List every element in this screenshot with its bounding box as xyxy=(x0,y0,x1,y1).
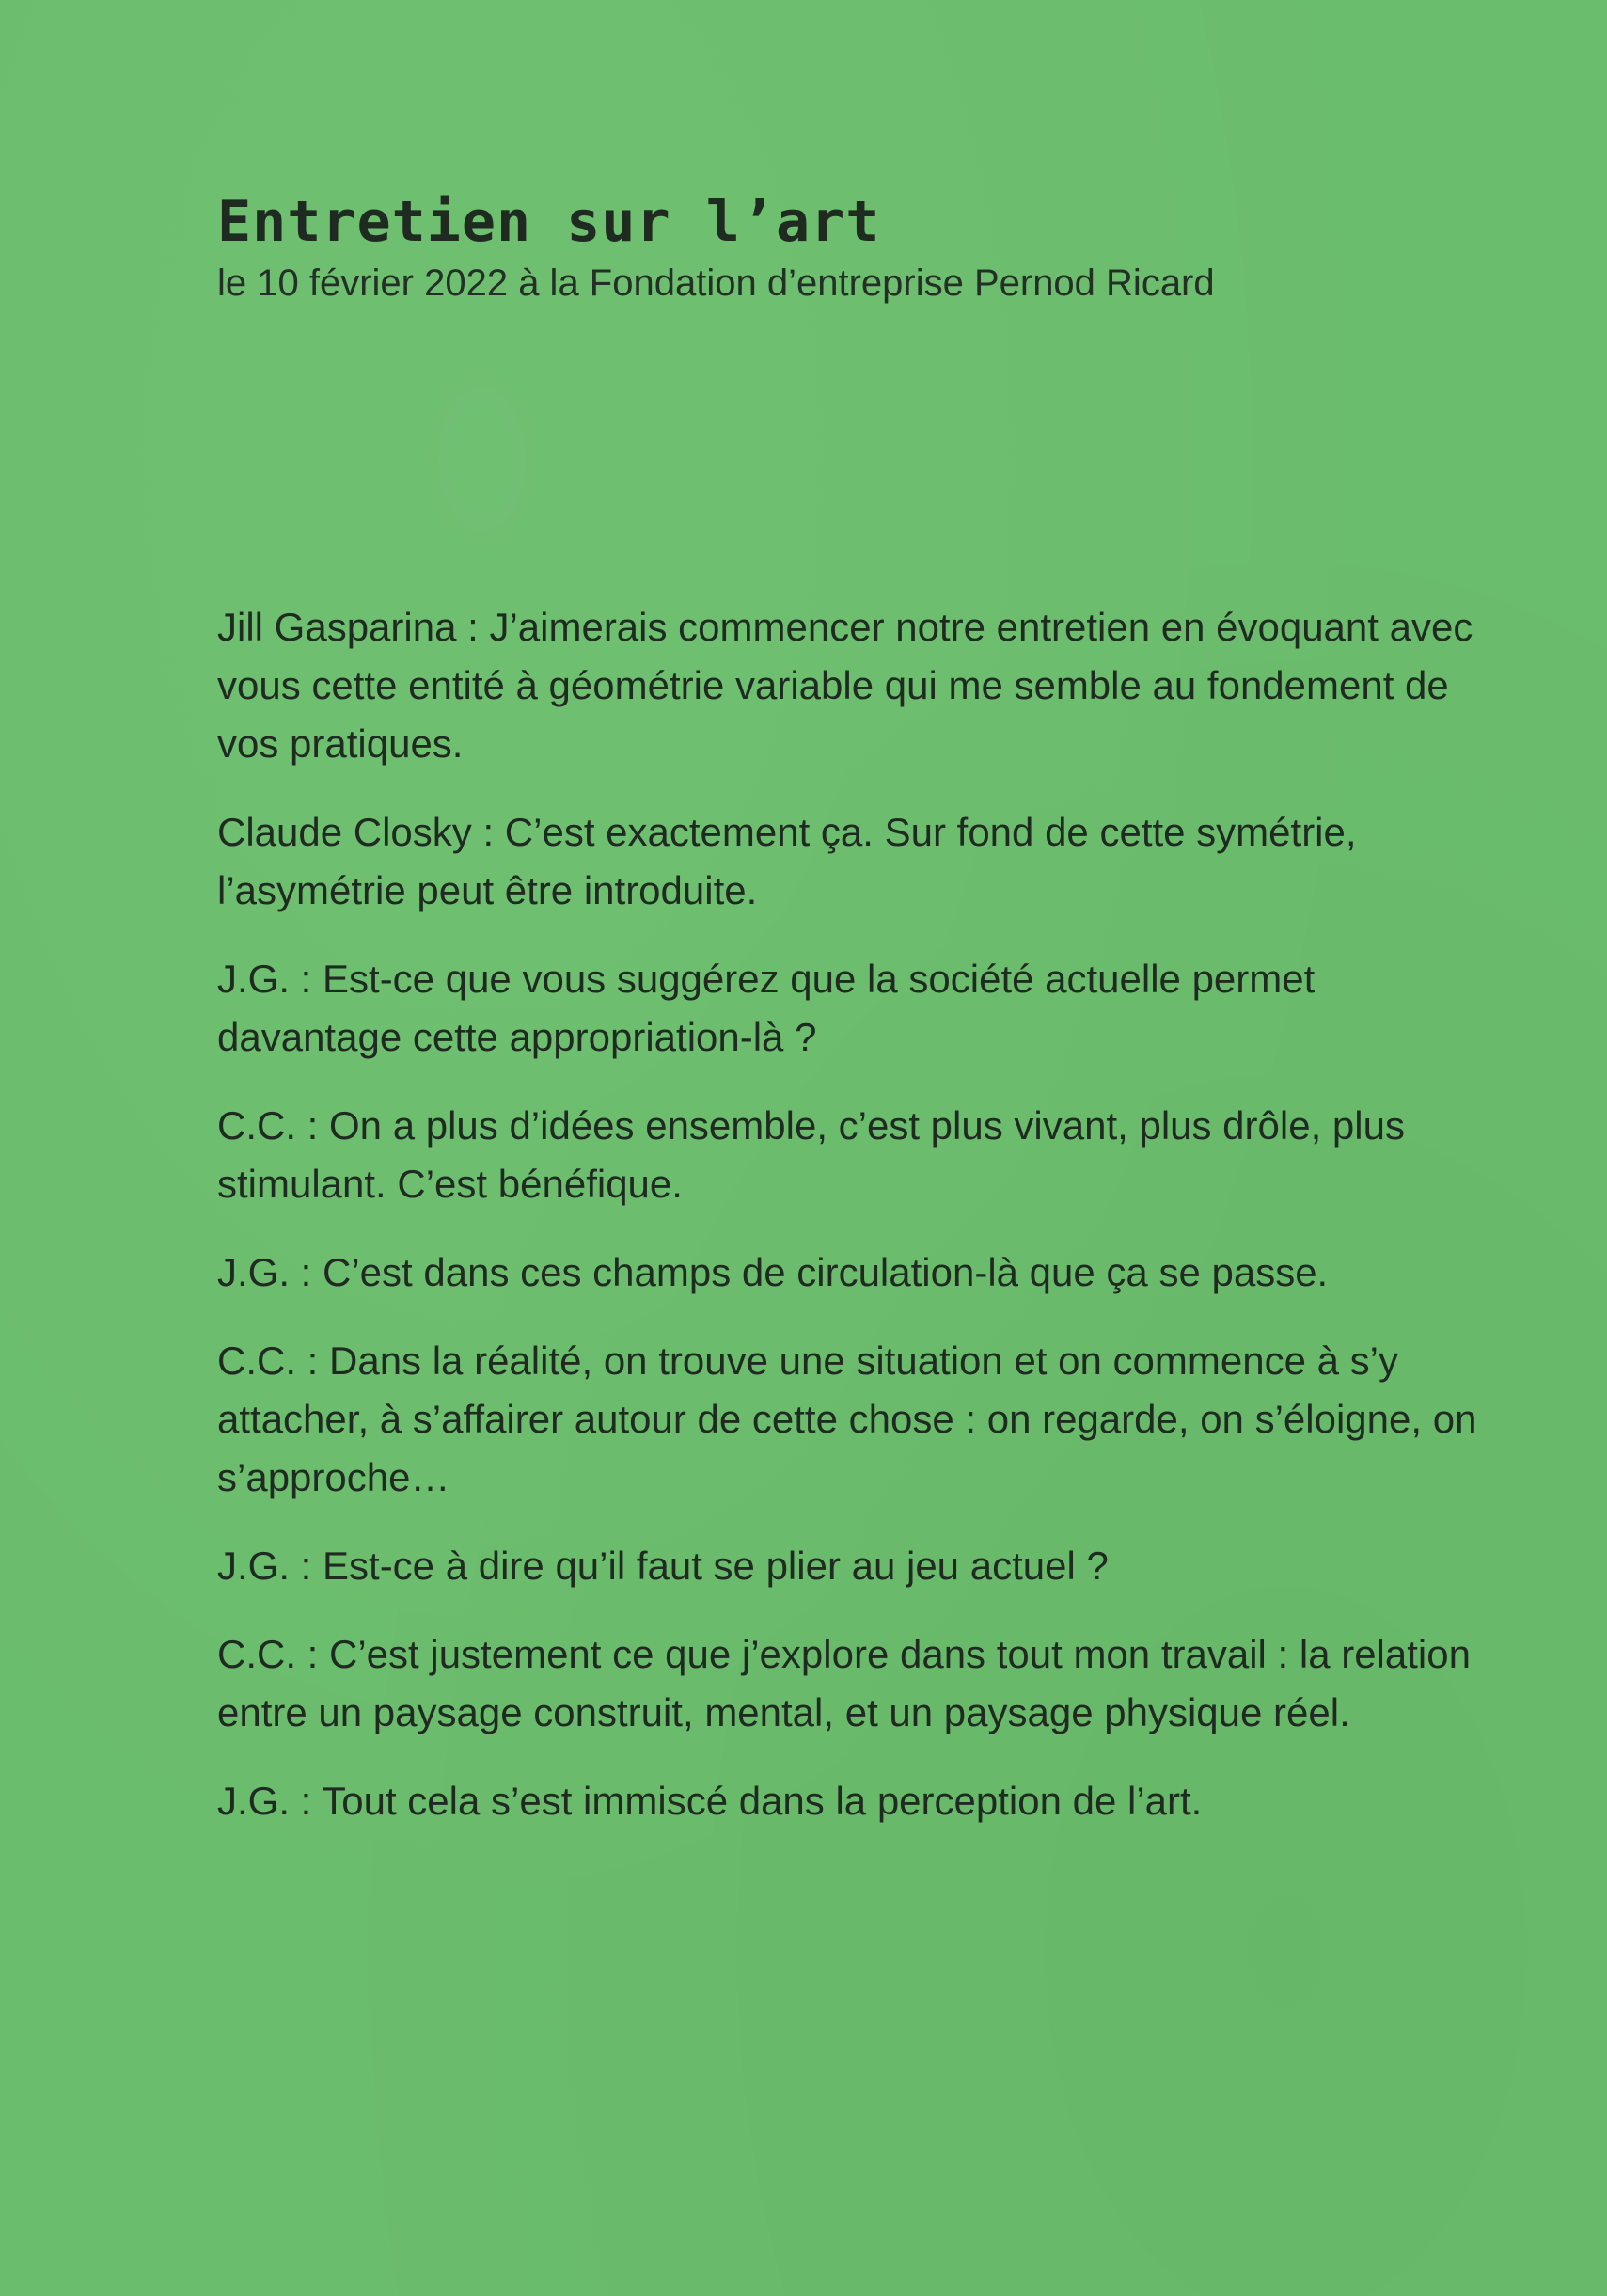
header xyxy=(217,184,1440,307)
dialogue-paragraph: C.C. : On a plus d’idées ensemble, c’est plus vivant, plus drôle, plus stimulant. C’est bénéfique. xyxy=(217,1103,1405,1206)
page-subtitle: le 10 février 2022 à la Fondation d’entreprise Pernod Ricard xyxy=(217,262,1215,304)
dialogue-paragraph: Jill Gasparina : J’aimerais commencer notre entretien en évoquant avec vous cette entité à géométrie variable qui me semble au fondement de vos pratiques. xyxy=(217,605,1473,766)
dialogue xyxy=(217,598,1477,1861)
dialogue-paragraph: J.G. : C’est dans ces champs de circulation-là que ça se passe. xyxy=(217,1250,1329,1294)
dialogue-paragraph: C.C. : Dans la réalité, on trouve une situation et on commence à s’y attacher, à s’affairer autour de cette chose : on regarde, on s’éloigne, on s’approche… xyxy=(217,1338,1477,1499)
page-title: Entretien sur l’art xyxy=(217,189,881,255)
dialogue-paragraph: C.C. : C’est justement ce que j’explore dans tout mon travail : la relation entre un paysage construit, mental, et un paysage physique réel. xyxy=(217,1632,1471,1734)
dialogue-paragraph: J.G. : Est-ce que vous suggérez que la société actuelle permet davantage cette appropriation-là ? xyxy=(217,957,1316,1059)
dialogue-paragraph: Claude Closky : C’est exactement ça. Sur fond de cette symétrie, l’asymétrie peut être introduite. xyxy=(217,810,1357,912)
dialogue-paragraph: J.G. : Est-ce à dire qu’il faut se plier au jeu actuel ? xyxy=(217,1544,1109,1588)
dialogue-paragraph: J.G. : Tout cela s’est immiscé dans la perception de l’art. xyxy=(217,1779,1203,1823)
